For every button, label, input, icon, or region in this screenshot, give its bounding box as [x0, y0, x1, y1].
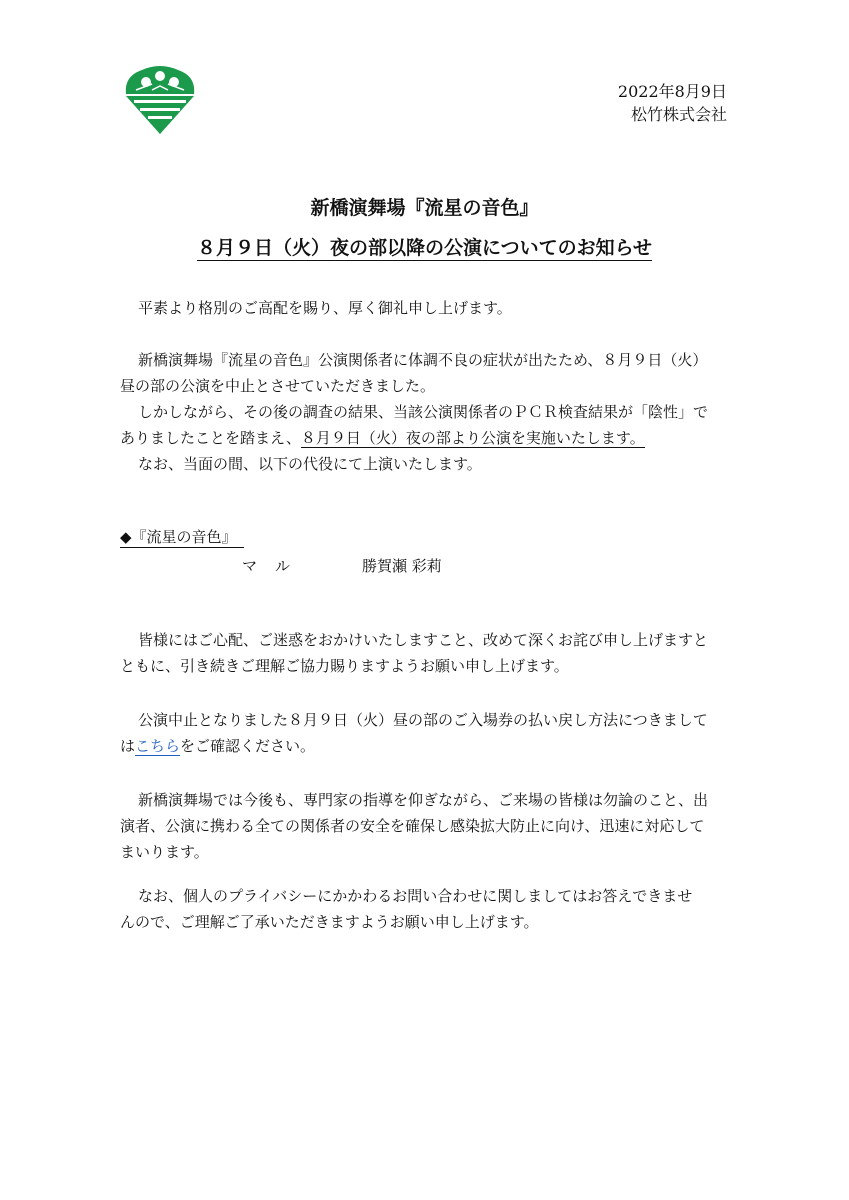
shochiku-pine-crest-logo	[122, 60, 198, 136]
notice-date: 2022年8月9日	[617, 82, 727, 101]
announcement-paragraph: 新橋演舞場『流星の音色』公演関係者に体調不良の症状が出たため、８月９日（火） 昼の部の公演を中止とさせていただきました。 しかしながら、その後の調査の結果、当該公演関係者のＰＣＲ検査結果が「陰性」で ありましたことを踏まえ、８月９日（火）夜の部より公演を実施いたします。 なお、当面の間、以下の代役にて上演いたします。	[120, 351, 709, 473]
company-name: 松竹株式会社	[630, 105, 727, 124]
cast-name: 勝賀瀬 彩莉	[362, 557, 442, 575]
cast-role: マル	[242, 557, 309, 575]
greeting-paragraph: 平素より格別のご高配を賜り、厚く御礼申し上げます。	[138, 299, 512, 317]
header-info	[618, 80, 727, 126]
safety-paragraph: 新橋演舞場では今後も、専門家の指導を仰ぎながら、ご来場の皆様は勿論のこと、出 演者、公演に携わる全ての関係者の安全を確保し感染拡大防止に向け、迅速に対応して まいります。	[120, 791, 709, 861]
page-subtitle: ８月９日（火）夜の部以降の公演についてのお知らせ	[196, 237, 653, 259]
cast-heading: ◆『流星の音色』	[120, 526, 244, 548]
refund-paragraph: 公演中止となりました８月９日（火）昼の部のご入場券の払い戻し方法につきまして はこちらをご確認ください。	[120, 711, 708, 755]
refund-info-link[interactable]: こちら	[135, 737, 181, 755]
page-title: 新橋演舞場『流星の音色』	[310, 197, 539, 219]
apology-paragraph: 皆様にはご心配、ご迷惑をおかけいたしますこと、改めて深くお詫び申し上げますと ともに、引き続きご理解ご協力賜りますようお願い申し上げます。	[120, 631, 709, 675]
resume-notice: ８月９日（火）夜の部より公演を実施いたします。	[300, 429, 645, 447]
privacy-paragraph: なお、個人のプライバシーにかかわるお問い合わせに関しましてはお答えできませ んので、ご理解ご了承いただきますようお願い申し上げます。	[120, 887, 693, 931]
